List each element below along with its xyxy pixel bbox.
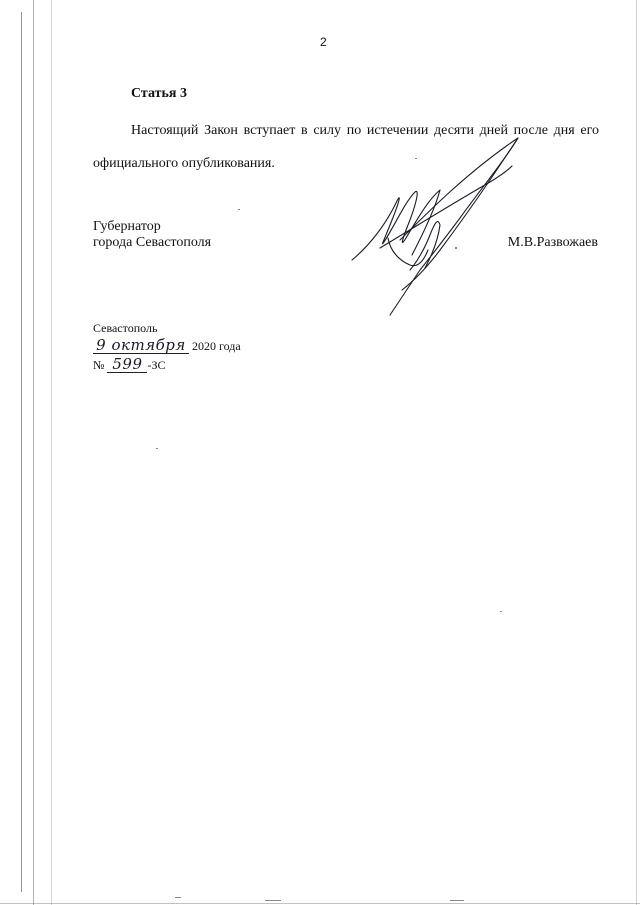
article-text: Настоящий Закон вступает в силу по истечении десяти дней после дня его официального опубликования.: [93, 123, 599, 171]
date-suffix: 2020 года: [192, 339, 241, 353]
date-blank: [93, 338, 189, 354]
scan-speck: [265, 900, 281, 901]
scan-speck: [500, 611, 502, 612]
scan-speck: [175, 897, 181, 898]
enactment-place: Севастополь: [93, 321, 158, 335]
scan-speck: [156, 448, 158, 449]
scan-edge-right: [636, 0, 637, 905]
scan-edge-bottom: [0, 903, 640, 904]
scan-edge-left-margin: [51, 0, 52, 905]
scan-edge-left: [21, 12, 22, 892]
number-handwritten: 599: [112, 355, 143, 373]
scan-speck: [238, 209, 240, 210]
article-title: Статья 3: [131, 86, 187, 101]
signatory-title-line2: города Севастополя: [93, 235, 212, 250]
scan-edge-left-inner: [33, 0, 34, 905]
handwritten-signature: [340, 130, 540, 330]
number-prefix: №: [93, 358, 105, 372]
number-suffix: -ЗС: [147, 358, 166, 372]
scan-speck: [450, 900, 464, 901]
date-handwritten: 9 октября: [96, 336, 186, 354]
enactment-number: [93, 357, 165, 373]
signatory-title: [93, 219, 211, 251]
scan-speck: [415, 158, 417, 159]
signatory-title-line1: Губернатор: [93, 219, 161, 234]
page-number: 2: [320, 35, 327, 49]
signatory-name: М.В.Развожаев: [507, 235, 598, 250]
number-blank: [107, 357, 147, 373]
enactment-date: [93, 338, 241, 354]
